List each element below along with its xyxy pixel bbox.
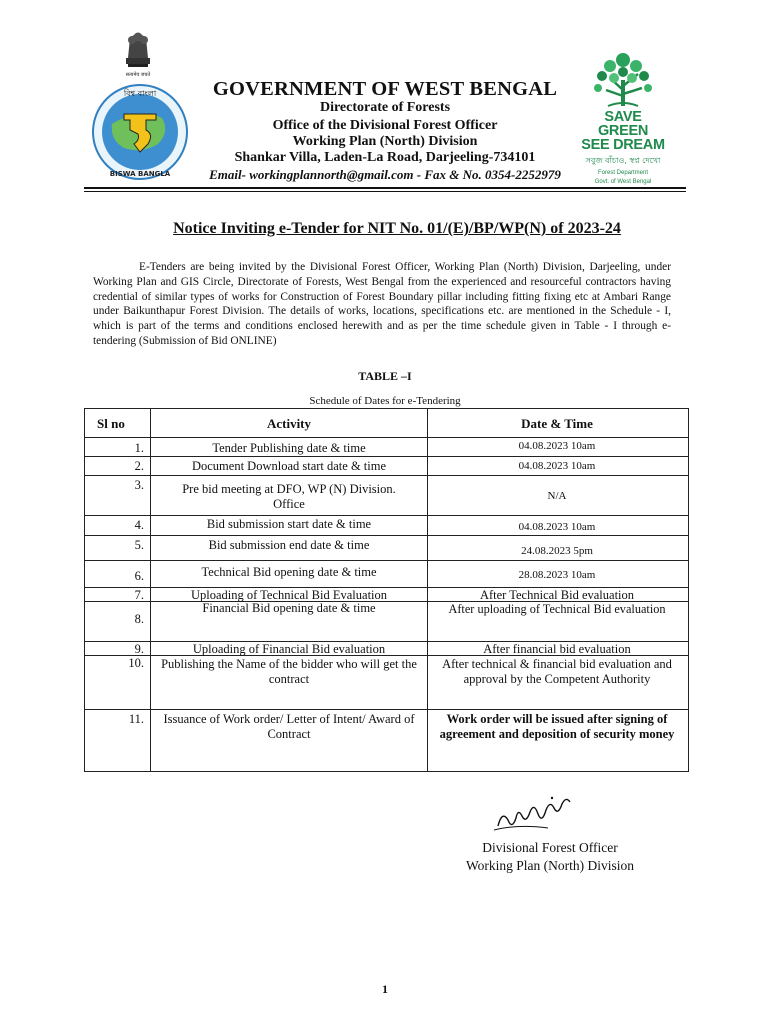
save-green-bengali: সবুজ বাঁচাও, স্বপ্ন দেখো xyxy=(585,156,661,165)
row-activity: Bid submission end date & time xyxy=(151,536,428,560)
table-header-row xyxy=(85,409,688,438)
table-row xyxy=(85,602,688,642)
schedule-table xyxy=(84,408,689,772)
table-subtitle: Schedule of Dates for e-Tendering xyxy=(309,395,461,407)
row-sl: 5. xyxy=(85,536,151,560)
row-date: After financial bid evaluation xyxy=(483,642,631,656)
division-line: Working Plan (North) Division xyxy=(292,134,478,149)
row-date: 04.08.2023 10am xyxy=(518,521,596,533)
row-sl: 9. xyxy=(85,642,151,655)
row-date: 04.08.2023 10am xyxy=(518,440,596,452)
row-activity: Uploading of Technical Bid Evaluation xyxy=(151,588,428,601)
table-row xyxy=(85,457,688,476)
table-row xyxy=(85,642,688,656)
table-row xyxy=(85,438,688,457)
header-date: Date & Time xyxy=(521,416,593,431)
signature-mark xyxy=(488,790,578,836)
tree-icon xyxy=(588,50,658,110)
biswa-bangla-logo xyxy=(90,82,190,182)
directorate-line: Directorate of Forests xyxy=(319,100,451,115)
table-row xyxy=(85,561,688,588)
contact-line: Email- workingplannorth@gmail.com - Fax & No. 0354-2252979 xyxy=(209,167,561,182)
row-activity: Financial Bid opening date & time xyxy=(151,602,428,641)
save-green-dept1: Forest Department xyxy=(597,170,649,176)
row-activity: Document Download start date & time xyxy=(151,457,428,475)
row-activity: Technical Bid opening date & time xyxy=(151,561,428,587)
row-activity: Tender Publishing date & time xyxy=(151,438,428,456)
table-row xyxy=(85,656,688,710)
row-sl: 8. xyxy=(85,602,151,641)
header-sl: Sl no xyxy=(85,409,151,437)
row-sl: 1. xyxy=(85,438,151,456)
row-activity: Uploading of Financial Bid evaluation xyxy=(151,642,428,655)
row-date: After Technical Bid evaluation xyxy=(479,588,635,602)
table-row xyxy=(85,536,688,561)
address-line: Shankar Villa, Laden-La Road, Darjeeling-734101 xyxy=(234,150,536,165)
table-row xyxy=(85,476,688,516)
row-activity: Issuance of Work order/ Letter of Intent/ Award of Contract xyxy=(151,710,428,771)
wb-logo-top-text: বিশ্ব বাংলা xyxy=(123,89,157,98)
table-title: TABLE –I xyxy=(358,369,412,383)
row-sl: 2. xyxy=(85,457,151,475)
notice-title: Notice Inviting e-Tender for NIT No. 01/(E)/BP/WP(N) of 2023-24 xyxy=(173,220,621,237)
row-sl: 7. xyxy=(85,588,151,601)
header-activity: Activity xyxy=(151,409,428,437)
row-date: 04.08.2023 10am xyxy=(518,460,596,472)
wb-logo-bottom-text: BISWA BANGLA xyxy=(109,170,171,178)
table-row xyxy=(85,588,688,602)
row-date: After uploading of Technical Bid evaluation xyxy=(448,602,666,616)
row-date: Work order will be issued after signing of agreement and deposition of security money xyxy=(439,712,675,741)
government-title: GOVERNMENT OF WEST BENGAL xyxy=(212,78,558,100)
row-activity: Publishing the Name of the bidder who will get the contract xyxy=(151,656,428,709)
row-activity: Pre bid meeting at DFO, WP (N) Division. Office xyxy=(151,476,428,515)
save-green-dept2: Govt. of West Bengal xyxy=(594,179,652,185)
row-date: 24.08.2023 5pm xyxy=(521,545,593,557)
save-green-line1: SAVE GREEN xyxy=(597,109,649,139)
save-green-line2: SEE DREAM xyxy=(581,137,665,153)
row-sl: 4. xyxy=(85,516,151,535)
notice-paragraph: E-Tenders are being invited by the Divisional Forest Officer, Working Plan (North) Division, Darjeeling, under Working Plan and GIS Circle, Directorate of Forests, West Bengal from the experienced and resourceful contractors having credential of similar types of works for Construction of Forest Boundary pillar including fitting fixing etc at Ambari Range under Baikunthapur Forest Division. The details of works, locations, specifications etc. are mentioned in the Schedule - I, which is part of the terms and conditions enclosed herewith and as per the time schedule given in Table - I through e- tendering (Submission of Bid ONLINE) xyxy=(93,261,671,347)
national-emblem-icon xyxy=(118,28,158,80)
save-green-logo xyxy=(578,50,668,185)
emblem-caption: सत्यमेव जयते xyxy=(125,72,151,78)
table-row xyxy=(85,710,688,771)
row-date: 28.08.2023 10am xyxy=(518,569,596,581)
row-date: After technical & financial bid evaluation and approval by the Competent Authority xyxy=(442,657,672,686)
row-date: N/A xyxy=(547,490,567,502)
row-sl: 11. xyxy=(85,710,151,771)
row-sl: 10. xyxy=(85,656,151,709)
signatory-name: Divisional Forest Officer xyxy=(482,840,618,855)
header-divider xyxy=(84,187,686,192)
row-sl: 6. xyxy=(85,561,151,587)
table-row xyxy=(85,516,688,536)
row-activity: Bid submission start date & time xyxy=(151,516,428,535)
row-sl: 3. xyxy=(85,476,151,515)
office-line: Office of the Divisional Forest Officer xyxy=(272,118,498,133)
page-number: 1 xyxy=(382,982,388,996)
signatory-designation: Working Plan (North) Division xyxy=(465,858,635,873)
